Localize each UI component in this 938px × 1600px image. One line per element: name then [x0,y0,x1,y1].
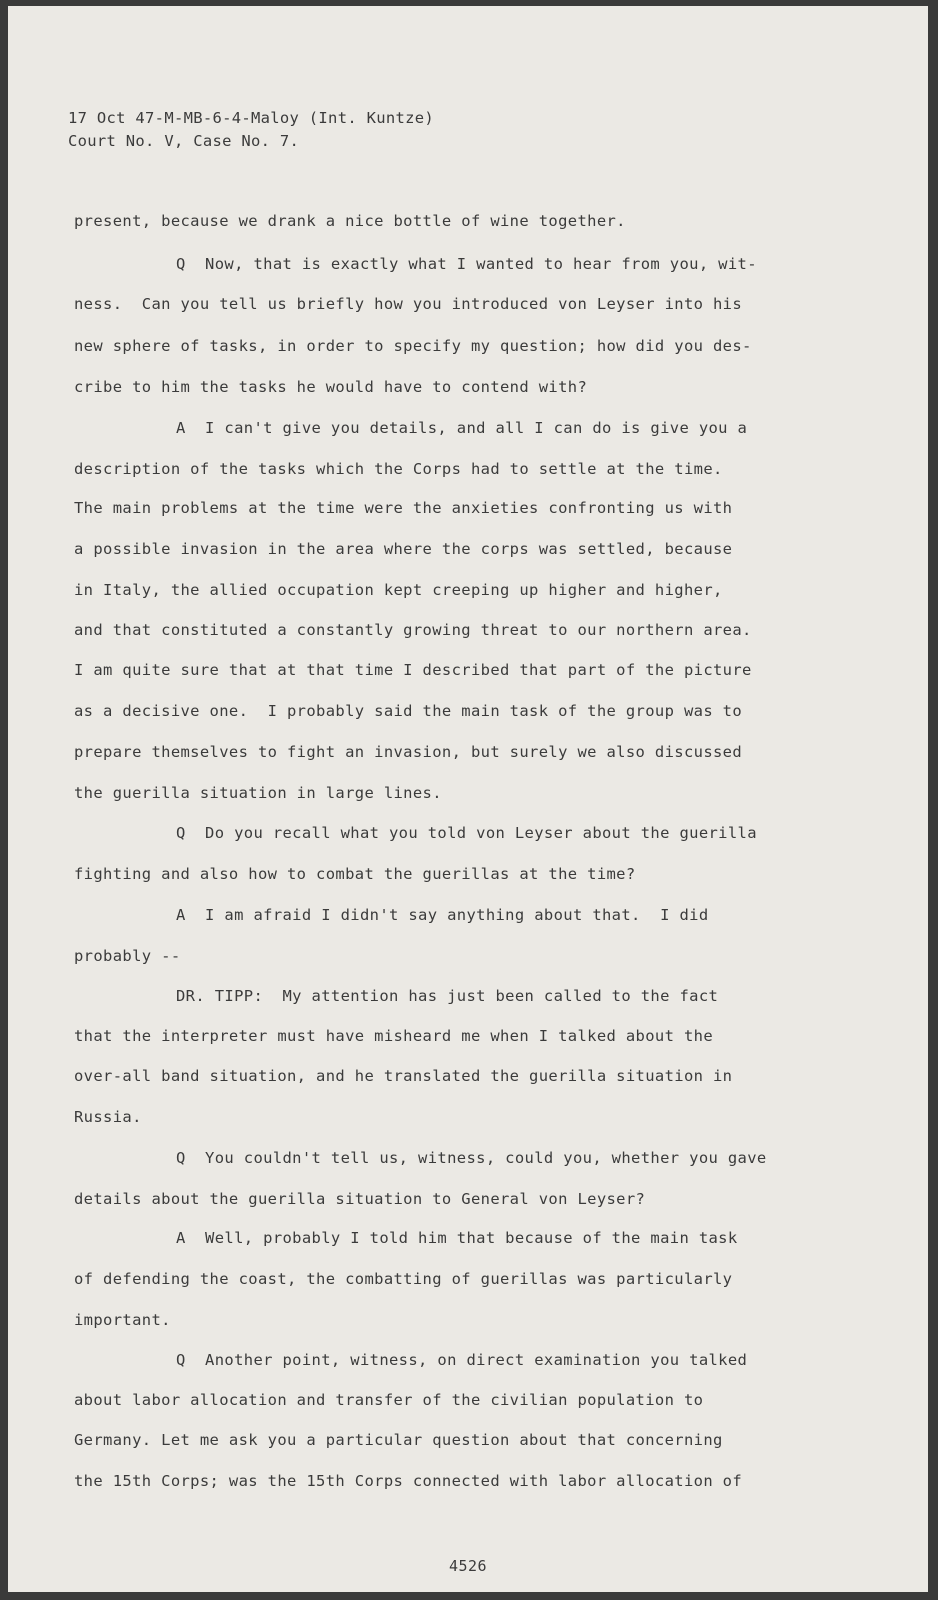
text-line: fighting and also how to combat the guerillas at the time? [74,865,636,883]
header-reference-line: 17 Oct 47-M-MB-6-4-Maloy (Int. Kuntze) [68,109,435,127]
text-line: in Italy, the allied occupation kept creeping up higher and higher, [74,581,723,599]
text-line: important. [74,1311,171,1329]
text-line: A Well, probably I told him that because of the main task [176,1229,738,1247]
text-line: of defending the coast, the combatting of guerillas was particularly [74,1270,733,1288]
text-line: cribe to him the tasks he would have to contend with? [74,378,588,396]
text-line: new sphere of tasks, in order to specify my question; how did you des- [74,337,752,355]
text-line: Q Now, that is exactly what I wanted to hear from you, wit- [176,255,757,273]
text-line: Q Do you recall what you told von Leyser about the guerilla [176,824,757,842]
text-line: prepare themselves to fight an invasion, but surely we also discussed [74,743,743,761]
text-line: Russia. [74,1108,142,1126]
text-line: description of the tasks which the Corps had to settle at the time. [74,460,723,478]
text-line: details about the guerilla situation to General von Leyser? [74,1190,646,1208]
page-number: 4526 [448,1557,488,1575]
text-line: ness. Can you tell us briefly how you introduced von Leyser into his [74,295,743,313]
text-line: probably -- [74,947,181,965]
text-line: DR. TIPP: My attention has just been called to the fact [176,987,719,1005]
text-line: Q Another point, witness, on direct examination you talked [176,1351,748,1369]
text-line: I am quite sure that at that time I described that part of the picture [74,661,752,679]
text-line: about labor allocation and transfer of the civilian population to [74,1391,704,1409]
text-line: a possible invasion in the area where the corps was settled, because [74,540,733,558]
text-line: that the interpreter must have misheard me when I talked about the [74,1027,713,1045]
header-court-line: Court No. V, Case No. 7. [68,132,300,150]
text-line: A I can't give you details, and all I can do is give you a [176,419,748,437]
text-line: the 15th Corps; was the 15th Corps connected with labor allocation of [74,1472,743,1490]
text-line: Germany. Let me ask you a particular question about that concerning [74,1431,723,1449]
text-line: over-all band situation, and he translated the guerilla situation in [74,1067,733,1085]
text-line: and that constituted a constantly growing threat to our northern area. [74,621,752,639]
text-line: the guerilla situation in large lines. [74,784,442,802]
text-line: Q You couldn't tell us, witness, could you, whether you gave [176,1149,767,1167]
text-line: present, because we drank a nice bottle of wine together. [74,212,626,230]
text-line: The main problems at the time were the anxieties confronting us with [74,499,733,517]
document-page [8,6,928,1592]
text-line: as a decisive one. I probably said the main task of the group was to [74,702,743,720]
text-line: A I am afraid I didn't say anything about that. I did [176,906,709,924]
